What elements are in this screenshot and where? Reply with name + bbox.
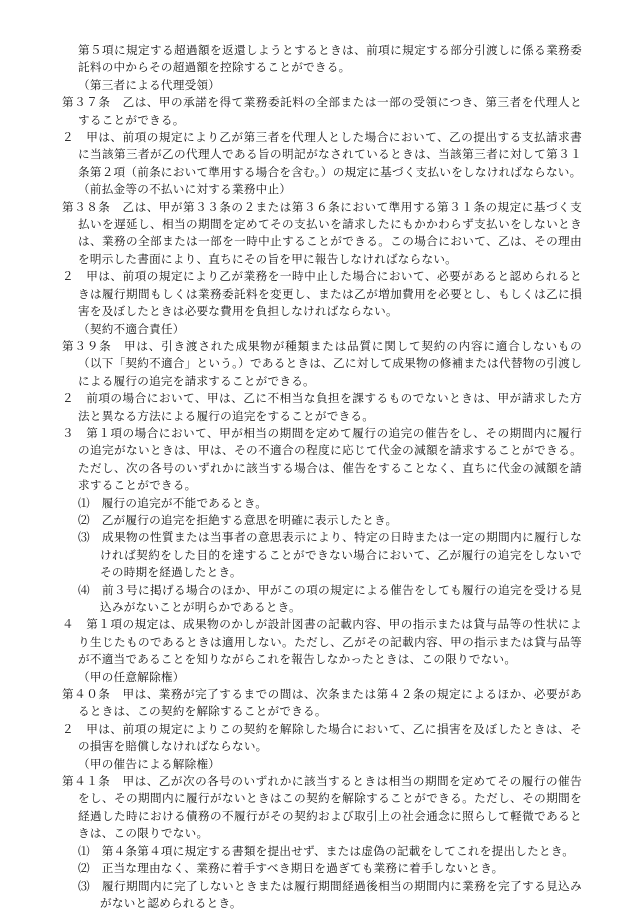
list-item: ⑵ 正当な理由なく、業務に着手すべき期日を過ぎても業務に着手しないとき。 bbox=[62, 860, 582, 877]
list-item: ⑵ 乙が履行の追完を拒絶する意思を明確に表示したとき。 bbox=[62, 512, 582, 529]
article-38: 第３８条 乙は、甲が第３３条の２または第３６条において準用する第３１条の規定に基づく支払いを遅延し、相当の期間を定めてその支払いを請求したにもかかわらず支払いをしないときは、業務の全部または一部を一時中止することができる。この場合において、乙は、その理由を明示した書面により、直ちにその旨を甲に報告しなければならない。 bbox=[62, 199, 582, 269]
article-37: 第３７条 乙は、甲の承諾を得て業務委託料の全部または一部の受領につき、第三者を代理人とすることができる。 bbox=[62, 94, 582, 129]
article-heading: （甲の任意解除権） bbox=[62, 669, 582, 686]
list-item: ⑶ 履行期間内に完了しないときまたは履行期間経過後相当の期間内に業務を完了する見込みがないと認められるとき。 bbox=[62, 878, 582, 912]
article-41: 第４１条 甲は、乙が次の各号のいずれかに該当するときは相当の期間を定めてその履行の催告をし、その期間内に履行がないときはこの契約を解除することができる。ただし、その期間を経過した時における債務の不履行がその契約および取引上の社会通念に照らして軽微であるときは、この限りでない。 bbox=[62, 773, 582, 843]
article-39-paragraph-2: ２ 前項の場合において、甲は、乙に不相当な負担を課するものでないときは、甲が請求した方法と異なる方法による履行の追完をすることができる。 bbox=[62, 390, 582, 425]
article-38-paragraph-2: ２ 甲は、前項の規定により乙が業務を一時中止した場合において、必要があると認められるときは履行期間もしくは業務委託料を変更し、または乙が増加費用を必要とし、もしくは乙に損害を及ぼしたときは必要な費用を負担しなければならない。 bbox=[62, 268, 582, 320]
document-body bbox=[62, 42, 582, 912]
paragraph-continuation: 第５項に規定する超過額を返還しようとするときは、前項に規定する部分引渡しに係る業務委託料の中からその超過額を控除することができる。 bbox=[62, 42, 582, 77]
list-item: ⑴ 第４条第４項に規定する書類を提出せず、または虚偽の記載をしてこれを提出したとき。 bbox=[62, 843, 582, 860]
article-heading: （前払金等の不払いに対する業務中止） bbox=[62, 181, 582, 198]
article-heading: （甲の催告による解除権） bbox=[62, 756, 582, 773]
article-37-paragraph-2: ２ 甲は、前項の規定により乙が第三者を代理人とした場合において、乙の提出する支払請求書に当該第三者が乙の代理人である旨の明記がなされているときは、当該第三者に対して第３１条第２項（前条において準用する場合を含む。）の規定に基づく支払いをしなければならない。 bbox=[62, 129, 582, 181]
list-item: ⑶ 成果物の性質または当事者の意思表示により、特定の日時または一定の期間内に履行しなければ契約をした目的を達することができない場合において、乙が履行の追完をしないでその時期を経過したとき。 bbox=[62, 529, 582, 581]
article-39-paragraph-3: ３ 第１項の場合において、甲が相当の期間を定めて履行の追完の催告をし、その期間内に履行の追完がないときは、甲は、その不適合の程度に応じて代金の減額を請求することができる。ただし、次の各号のいずれかに該当する場合は、催告をすることなく、直ちに代金の減額を請求することができる。 bbox=[62, 425, 582, 495]
list-item: ⑷ 前３号に掲げる場合のほか、甲がこの項の規定による催告をしても履行の追完を受ける見込みがないことが明らかであるとき。 bbox=[62, 582, 582, 617]
list-item: ⑴ 履行の追完が不能であるとき。 bbox=[62, 495, 582, 512]
article-40: 第４０条 甲は、業務が完了するまでの間は、次条または第４２条の規定によるほか、必要があるときは、この契約を解除することができる。 bbox=[62, 686, 582, 721]
article-heading: （契約不適合責任） bbox=[62, 321, 582, 338]
article-39: 第３９条 甲は、引き渡された成果物が種類または品質に関して契約の内容に適合しないもの（以下「契約不適合」という。）であるときは、乙に対して成果物の修補または代替物の引渡しによる履行の追完を請求することができる。 bbox=[62, 338, 582, 390]
article-40-paragraph-2: ２ 甲は、前項の規定によりこの契約を解除した場合において、乙に損害を及ぼしたときは、その損害を賠償しなければならない。 bbox=[62, 721, 582, 756]
article-heading: （第三者による代理受領） bbox=[62, 77, 582, 94]
article-39-paragraph-4: ４ 第１項の規定は、成果物のかしが設計図書の記載内容、甲の指示または貸与品等の性状により生じたものであるときは適用しない。ただし、乙がその記載内容、甲の指示または貸与品等が不適当であることを知りながらこれを報告しなかったときは、この限りでない。 bbox=[62, 616, 582, 668]
